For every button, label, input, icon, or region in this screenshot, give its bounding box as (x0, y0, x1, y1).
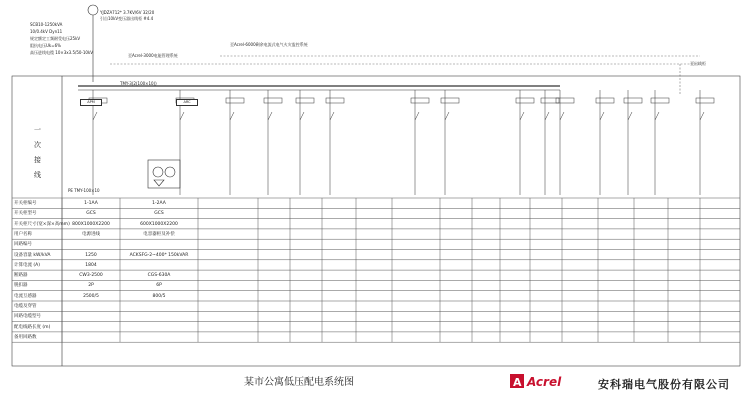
row-header-6: 设备容量 kW/kVA (14, 252, 51, 258)
svg-text:A: A (513, 376, 522, 389)
row-header-12: 回路电缆型号 (14, 314, 41, 320)
cell-1-1AA-name: 电源进线 (82, 231, 100, 237)
row-header-13: 配电线路长度 (m) (14, 324, 51, 330)
svg-text:Acrel: Acrel (527, 375, 562, 389)
incoming-line6: 阻抗电压Uk=6% (30, 43, 61, 48)
side-char-4: 线 (34, 171, 41, 179)
row-header-8: 断路器 (14, 273, 28, 279)
cell-1-2AA-ct: 800/5 (152, 293, 166, 299)
row-header-7: 计算电流 (A) (14, 262, 41, 268)
cell-1-1AA-current: 1804 (85, 262, 97, 268)
side-char-3: 接 (34, 156, 41, 164)
incoming-line5: 规定额定工频耐受电压25kV (30, 36, 81, 41)
side-char-1: 一 (34, 126, 41, 134)
incoming-line1: YJDZA712* 3.7KV/6V 32/20 (100, 10, 155, 15)
busbar-label: TMY-3(2(100×10)) (120, 81, 157, 86)
meter-box-1: APM (80, 99, 102, 106)
cell-1-1AA-type: GCS (86, 211, 96, 217)
incoming-line4: 10/0.4kV Dyn11 (30, 29, 63, 34)
row-header-14: 备用回路数 (14, 334, 37, 340)
cell-1-2AA-cap: ACKSFG-2~400* 150kVAR (129, 252, 189, 258)
acrel-logo (510, 372, 595, 390)
cell-1-2AA-type: GCS (154, 211, 164, 217)
cell-1-1AA-ct: 2500/5 (83, 293, 99, 299)
row-header-4: 用户名称 (14, 231, 32, 237)
row-header-1: 开关柜编号 (14, 201, 37, 206)
row-header-2: 开关柜型号 (14, 211, 37, 217)
pe-note: PE TMY-100×10 (68, 188, 100, 193)
diagram-caption: 某市公寓低压配电系统图 (244, 377, 354, 388)
row-header-3: 开关柜尺寸(宽×深×高mm) (14, 221, 70, 227)
acrel-6000-label: 至Acrel-6000剩余电流式电气火灾监控系统 (230, 42, 308, 47)
cell-1-2AA-name: 电容器柜及补偿 (143, 231, 175, 237)
cell-1-1AA-trip: 2P (88, 283, 94, 289)
row-header-11: 电缆及穿管 (14, 304, 37, 309)
cell-1-1AA-id: 1-1AA (84, 201, 98, 206)
incoming-line3: SCB10-1250kVA (30, 22, 63, 27)
row-header-10: 电流互感器 (14, 293, 37, 299)
cell-1-2AA-size: 600X1000X2200 (140, 221, 178, 227)
row-header-9: 脱扣器 (14, 283, 28, 289)
cell-1-2AA-trip: 6P (156, 283, 162, 289)
cell-1-2AA-id: 1-2AA (152, 201, 166, 206)
row-header-5: 回路编号 (14, 242, 32, 248)
cell-1-1AA-brk: CW3-2500 (79, 273, 103, 279)
incoming-line2: 引自10kV变压器出线柜 #4.4 (100, 16, 154, 21)
right-outgoing-label: 至出线柜 (690, 61, 706, 66)
acrel-3000-label: 至Acrel-3000电能管理系统 (128, 53, 178, 58)
company-name: 安科瑞电气股份有限公司 (598, 378, 730, 391)
meter-box-2: ARC (176, 99, 198, 106)
cell-1-1AA-size: 800X1000X2200 (72, 221, 110, 227)
side-char-2: 次 (34, 141, 41, 149)
incoming-line7: 高压进线电缆 10×3x3.5/50-10kV (30, 50, 94, 55)
cell-1-2AA-brk: CGS-630A (147, 273, 171, 279)
cell-1-1AA-cap: 1250 (85, 252, 97, 258)
